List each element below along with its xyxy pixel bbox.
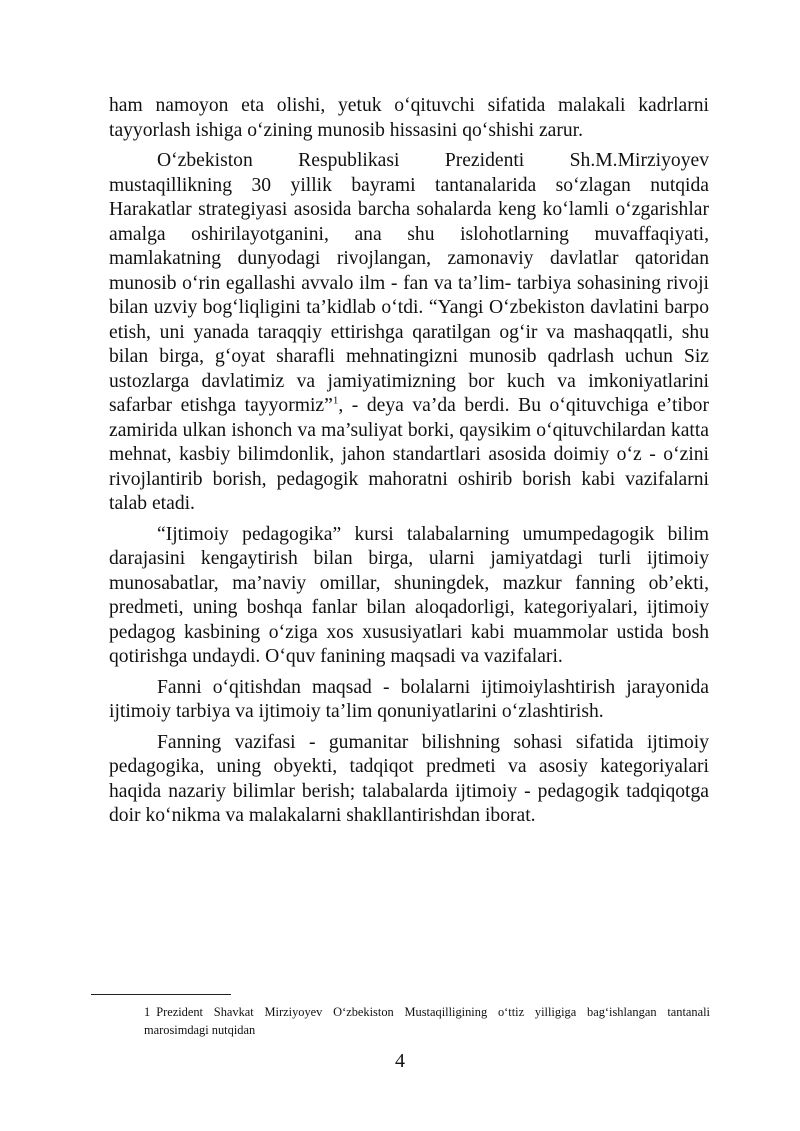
paragraph-2-text-after-note: , - deya va’da berdi. Bu o‘qituvchiga e’tibor zamirida ulkan ishonch va ma’suliyat borki, qaysikim o‘qituvchilardan katta mehnat, kasbiy bilimdonlik, jahon standartlari asosida doimiy o‘z - o‘zini rivojlantirib borish, pedagogik mahoratni oshirib borish kabi vazifalarni talab etadi. [109, 395, 709, 514]
paragraph-3: “Ijtimoiy pedagogika” kursi talabalarning umumpedagogik bilim darajasini kengaytirish bilan birga, ularni jamiyatdagi turli ijtimoiy munosabatlar, ma’naviy omillar, shuningdek, mazkur fanning ob’ekti, predmeti, uning boshqa fanlar bilan aloqadorligi, kategoriyalari, ijtimoiy pedagog kasbining o‘ziga xos xususiyatlari kabi muammolar ustida bosh qotirishga undaydi. O‘quv fanining maqsadi va vazifalari. [109, 523, 709, 667]
footnote-text: Prezident Shavkat Mirziyoyev O‘zbekiston Mustaqilligining o‘ttiz yilligiga bag‘ishlangan tantanali marosimdagi nutqidan [144, 1005, 710, 1037]
footnote-reference: 1 [332, 394, 339, 407]
paragraph-2 [109, 149, 709, 517]
paragraph-2-text-before-note: O‘zbekiston Respublikasi Prezidenti Sh.M.Mirziyoyev mustaqillikning 30 yillik bayrami tantanalarida so‘zlagan nutqida Harakatlar strategiyasi asosida barcha sohalarda keng ko‘lamli o‘zgarishlar amalga oshirilayotganini, ana shu islohotlarning muvaffaqiyati, mamlakatning dunyodagi rivojlangan, zamonaviy davlatlar qatoridan munosib o‘rin egallashi avvalo ilm - fan va ta’lim- tarbiya sohasining rivoji bilan uzviy bog‘liqligini ta’kidlab o‘tdi. “Yangi O‘zbekiston davlatini barpo etish, uni yanada taraqqiy ettirishga qaratilgan og‘ir va mashaqqatli, shu bilan birga, g‘oyat sharafli mehnatingizni munosib qadrlash uchun Siz ustozlarga davlatimiz va jamiyatimizning bor kuch va imkoniyatlarini safarbar etishga tayyormiz” [109, 150, 709, 416]
page-body [109, 94, 709, 835]
paragraph-1: ham namoyon eta olishi, yetuk o‘qituvchi sifatida malakali kadrlarni tayyorlash ishiga o‘zining munosib hissasini qo‘shishi zarur. [109, 95, 709, 141]
footnote-divider [91, 994, 231, 995]
paragraph-4: Fanni o‘qitishdan maqsad - bolalarni ijtimoiylashtirish jarayonida ijtimoiy tarbiya va ijtimoiy ta’lim qonuniyatlarini o‘zlashtirish. [109, 676, 709, 722]
paragraph-5: Fanning vazifasi - gumanitar bilishning sohasi sifatida ijtimoiy pedagogika, uning obyekti, tadqiqot predmeti va asosiy kategoriyalari haqida nazariy bilimlar berish; talabalarda ijtimoiy - pedagogik tadqiqotga doir ko‘nikma va malakalarni shakllantirishdan iborat. [109, 731, 709, 826]
footnote-mark: 1 [144, 1005, 151, 1019]
page-number: 4 [395, 1050, 405, 1072]
footnote [144, 1003, 710, 1039]
